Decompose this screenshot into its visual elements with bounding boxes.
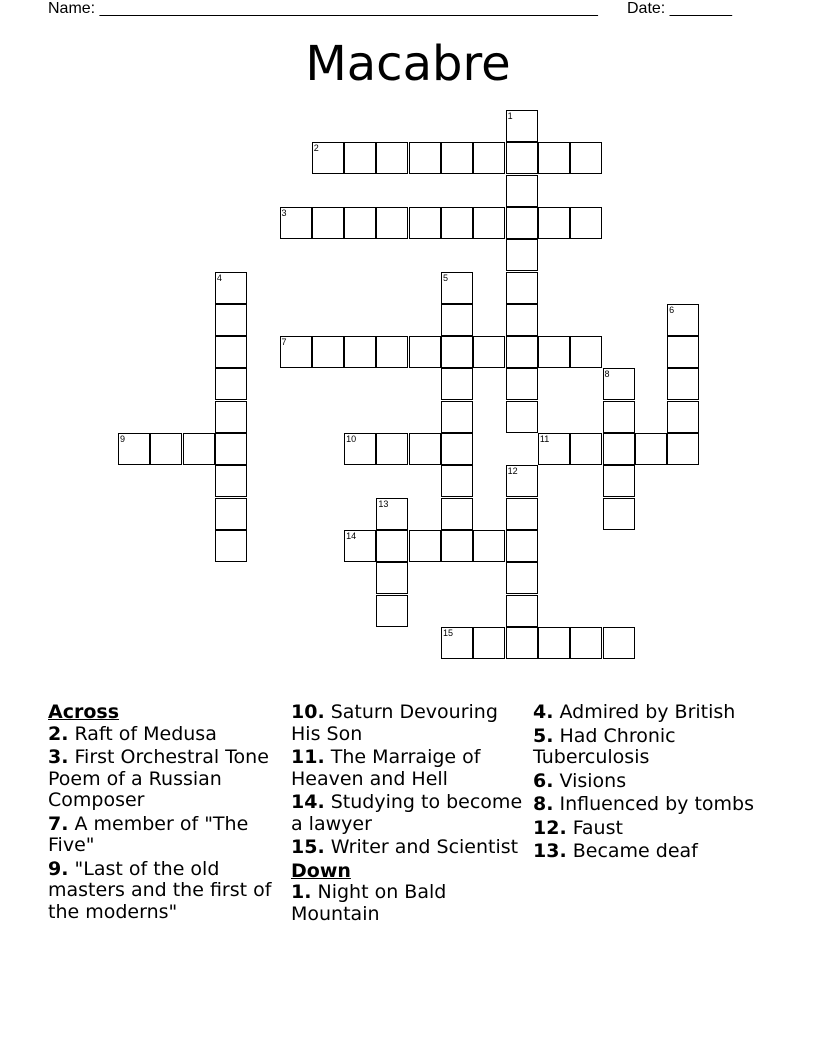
name-field-label: Name: ________________________________________________________ <box>48 0 598 17</box>
grid-cell[interactable] <box>603 498 635 530</box>
grid-cell[interactable] <box>409 142 441 174</box>
date-field-label: Date: _______ <box>627 0 732 17</box>
clues-column-3 <box>533 702 769 865</box>
grid-cell[interactable] <box>215 336 247 368</box>
grid-cell[interactable] <box>667 401 699 433</box>
grid-cell[interactable] <box>538 336 570 368</box>
grid-cell[interactable] <box>506 627 538 659</box>
grid-cell[interactable] <box>441 336 473 368</box>
clue-down-8: 8. Influenced by tombs <box>533 793 755 815</box>
grid-cell[interactable] <box>215 498 247 530</box>
puzzle-title: Macabre <box>305 36 511 92</box>
grid-cell[interactable] <box>603 401 635 433</box>
grid-cell[interactable] <box>506 175 538 207</box>
grid-cell[interactable] <box>570 627 602 659</box>
grid-cell[interactable] <box>506 530 538 562</box>
clue-across-15: 15. Writer and Scientist <box>291 836 519 858</box>
grid-cell[interactable] <box>506 272 538 304</box>
grid-cell[interactable] <box>473 627 505 659</box>
grid-cell[interactable] <box>506 304 538 336</box>
grid-cell[interactable] <box>667 336 699 368</box>
clue-down-4: 4. Admired by British <box>533 701 736 723</box>
clue-number-label: 3 <box>281 207 287 218</box>
clue-number-label: 4 <box>216 272 222 283</box>
grid-cell[interactable] <box>506 336 538 368</box>
grid-cell[interactable] <box>376 562 408 594</box>
clue-across-11: 11. The Marraige of Heaven and Hell <box>291 746 481 790</box>
grid-cell[interactable] <box>473 207 505 239</box>
clue-number-label: 15 <box>443 627 454 638</box>
grid-cell[interactable] <box>570 336 602 368</box>
grid-cell[interactable] <box>506 562 538 594</box>
grid-cell[interactable] <box>570 207 602 239</box>
clue-across-10: 10. Saturn Devouring His Son <box>291 701 498 745</box>
grid-cell[interactable] <box>150 433 182 465</box>
grid-cell[interactable] <box>441 304 473 336</box>
down-heading: Down <box>291 859 351 882</box>
grid-cell[interactable] <box>409 336 441 368</box>
clue-number-label: 6 <box>669 304 675 315</box>
clue-down-1: 1. Night on Bald Mountain <box>291 881 447 925</box>
grid-cell[interactable] <box>441 530 473 562</box>
clue-number-label: 1 <box>507 111 513 121</box>
grid-cell[interactable] <box>344 336 376 368</box>
clue-across-14: 14. Studying to become a lawyer <box>291 791 523 835</box>
grid-cell[interactable] <box>570 433 602 465</box>
grid-cell[interactable] <box>538 627 570 659</box>
grid-cell[interactable] <box>409 433 441 465</box>
grid-cell[interactable] <box>538 207 570 239</box>
clue-down-13: 13. Became deaf <box>533 840 698 862</box>
grid-cell[interactable] <box>506 595 538 627</box>
clue-number-label: 2 <box>313 143 319 154</box>
clue-down-5: 5. Had Chronic Tuberculosis <box>533 724 676 768</box>
grid-cell[interactable] <box>441 498 473 530</box>
grid-cell[interactable] <box>473 142 505 174</box>
clue-number-label: 5 <box>443 272 449 283</box>
clue-number-label: 13 <box>378 498 389 509</box>
grid-cell[interactable] <box>667 368 699 400</box>
clue-number-label: 14 <box>346 530 357 541</box>
clue-number-label: 8 <box>604 369 610 380</box>
clue-number-label: 12 <box>507 466 518 477</box>
grid-cell[interactable] <box>538 142 570 174</box>
clues-column-2 <box>291 702 529 927</box>
grid-cell[interactable] <box>506 498 538 530</box>
grid-cell[interactable] <box>570 142 602 174</box>
grid-cell[interactable] <box>441 465 473 497</box>
grid-cell[interactable] <box>409 530 441 562</box>
clues-column-1 <box>48 702 286 925</box>
clue-number-label: 10 <box>346 434 357 444</box>
grid-cell[interactable] <box>376 336 408 368</box>
grid-cell[interactable] <box>635 433 667 465</box>
clue-across-7: 7. A member of "The Five" <box>48 812 249 856</box>
grid-cell[interactable] <box>603 433 635 465</box>
grid-cell[interactable] <box>376 433 408 465</box>
clue-number-label: 11 <box>539 434 550 444</box>
grid-cell[interactable] <box>441 207 473 239</box>
clue-across-2: 2. Raft of Medusa <box>48 722 217 745</box>
clue-across-9: 9. "Last of the old masters and the first of the moderns" <box>48 857 272 923</box>
grid-cell[interactable] <box>506 401 538 433</box>
clue-number-label: 9 <box>120 434 126 444</box>
grid-cell[interactable] <box>376 595 408 627</box>
clue-number-label: 7 <box>281 337 287 348</box>
across-heading: Across <box>48 701 120 723</box>
grid-cell[interactable] <box>344 142 376 174</box>
grid-cell[interactable] <box>603 465 635 497</box>
grid-cell[interactable] <box>376 142 408 174</box>
grid-cell[interactable] <box>183 433 215 465</box>
grid-cell[interactable] <box>473 336 505 368</box>
grid-cell[interactable] <box>215 401 247 433</box>
grid-cell[interactable] <box>312 207 344 239</box>
grid-cell[interactable] <box>215 368 247 400</box>
grid-cell[interactable] <box>215 433 247 465</box>
grid-cell[interactable] <box>376 530 408 562</box>
clue-down-12: 12. Faust <box>533 816 623 839</box>
grid-cell[interactable] <box>441 433 473 465</box>
grid-cell[interactable] <box>506 368 538 400</box>
grid-cell[interactable] <box>667 433 699 465</box>
grid-cell[interactable] <box>312 336 344 368</box>
grid-cell[interactable] <box>215 304 247 336</box>
grid-cell[interactable] <box>215 465 247 497</box>
grid-cell[interactable] <box>376 207 408 239</box>
grid-cell[interactable] <box>441 142 473 174</box>
grid-cell[interactable] <box>603 627 635 659</box>
grid-cell[interactable] <box>441 401 473 433</box>
clue-across-3: 3. First Orchestral Tone Poem of a Russian Composer <box>48 746 269 811</box>
clue-down-6: 6. Visions <box>533 769 627 792</box>
grid-cell[interactable] <box>215 530 247 562</box>
grid-cell[interactable] <box>441 368 473 400</box>
grid-cell[interactable] <box>409 207 441 239</box>
grid-cell[interactable] <box>473 530 505 562</box>
grid-cell[interactable] <box>506 239 538 271</box>
grid-cell[interactable] <box>344 207 376 239</box>
grid-cell[interactable] <box>506 207 538 239</box>
grid-cell[interactable] <box>506 142 538 174</box>
